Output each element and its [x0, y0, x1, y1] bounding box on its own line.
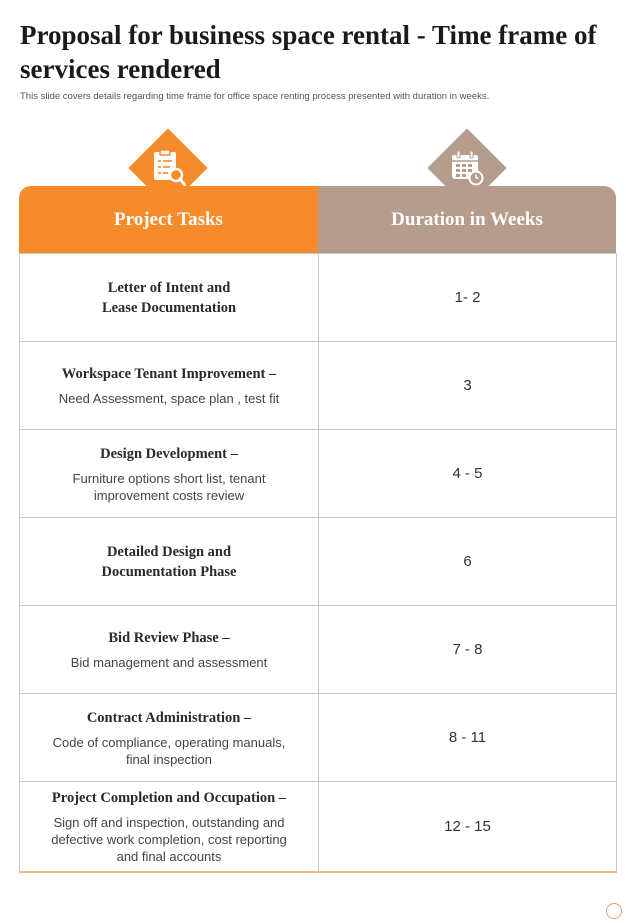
task-description: Need Assessment, space plan , test fit [58, 391, 280, 406]
duration-cell: 12 - 15 [444, 818, 491, 835]
page-title: Proposal for business space rental - Time frame of services rendered [20, 20, 597, 84]
task-title: Workspace Tenant Improvement – [61, 366, 277, 382]
task-cell [20, 606, 319, 693]
checklist-magnifier-icon [150, 148, 186, 188]
task-cell [20, 430, 319, 517]
task-title: Project Completion and Occupation – [51, 790, 287, 806]
task-title: Detailed Design and Documentation Phase [101, 543, 237, 580]
corner-circle-decoration [606, 903, 622, 919]
calendar-clock-icon [449, 148, 485, 188]
page-subtitle: This slide covers details regarding time frame for office space renting process presented with duration in weeks. [20, 91, 490, 102]
task-title: Design Development – [100, 445, 238, 462]
task-description: Code of compliance, operating manuals, final inspection [52, 734, 286, 767]
header-duration-in-weeks: Duration in Weeks [318, 186, 616, 253]
task-description: Furniture options short list, tenant improvement costs review [72, 470, 266, 503]
task-cell [20, 694, 319, 781]
task-cell [20, 518, 319, 605]
duration-cell: 8 - 11 [448, 729, 487, 746]
duration-cell: 3 [463, 377, 472, 394]
duration-cell: 4 - 5 [452, 465, 483, 482]
task-description: Sign off and inspection, outstanding and defective work completion, cost reporting and final accounts [51, 815, 287, 864]
task-title: Contract Administration – [86, 709, 252, 726]
table-row [20, 341, 616, 429]
table-row [20, 781, 616, 871]
table-row [20, 429, 616, 517]
duration-cell: 1- 2 [454, 289, 481, 306]
task-title: Bid Review Phase – [108, 630, 230, 646]
task-title: Letter of Intent and Lease Documentation [101, 279, 237, 316]
table-row [20, 253, 616, 341]
task-cell [20, 342, 319, 429]
timeframe-table [19, 253, 617, 873]
table-row [20, 517, 616, 605]
task-description: Bid management and assessment [70, 655, 268, 670]
table-row [20, 693, 616, 781]
duration-cell: 7 - 8 [452, 641, 483, 658]
task-cell [20, 254, 319, 341]
header-project-tasks: Project Tasks [19, 186, 318, 253]
duration-cell: 6 [463, 553, 472, 570]
task-cell [20, 782, 319, 871]
table-row [20, 605, 616, 693]
